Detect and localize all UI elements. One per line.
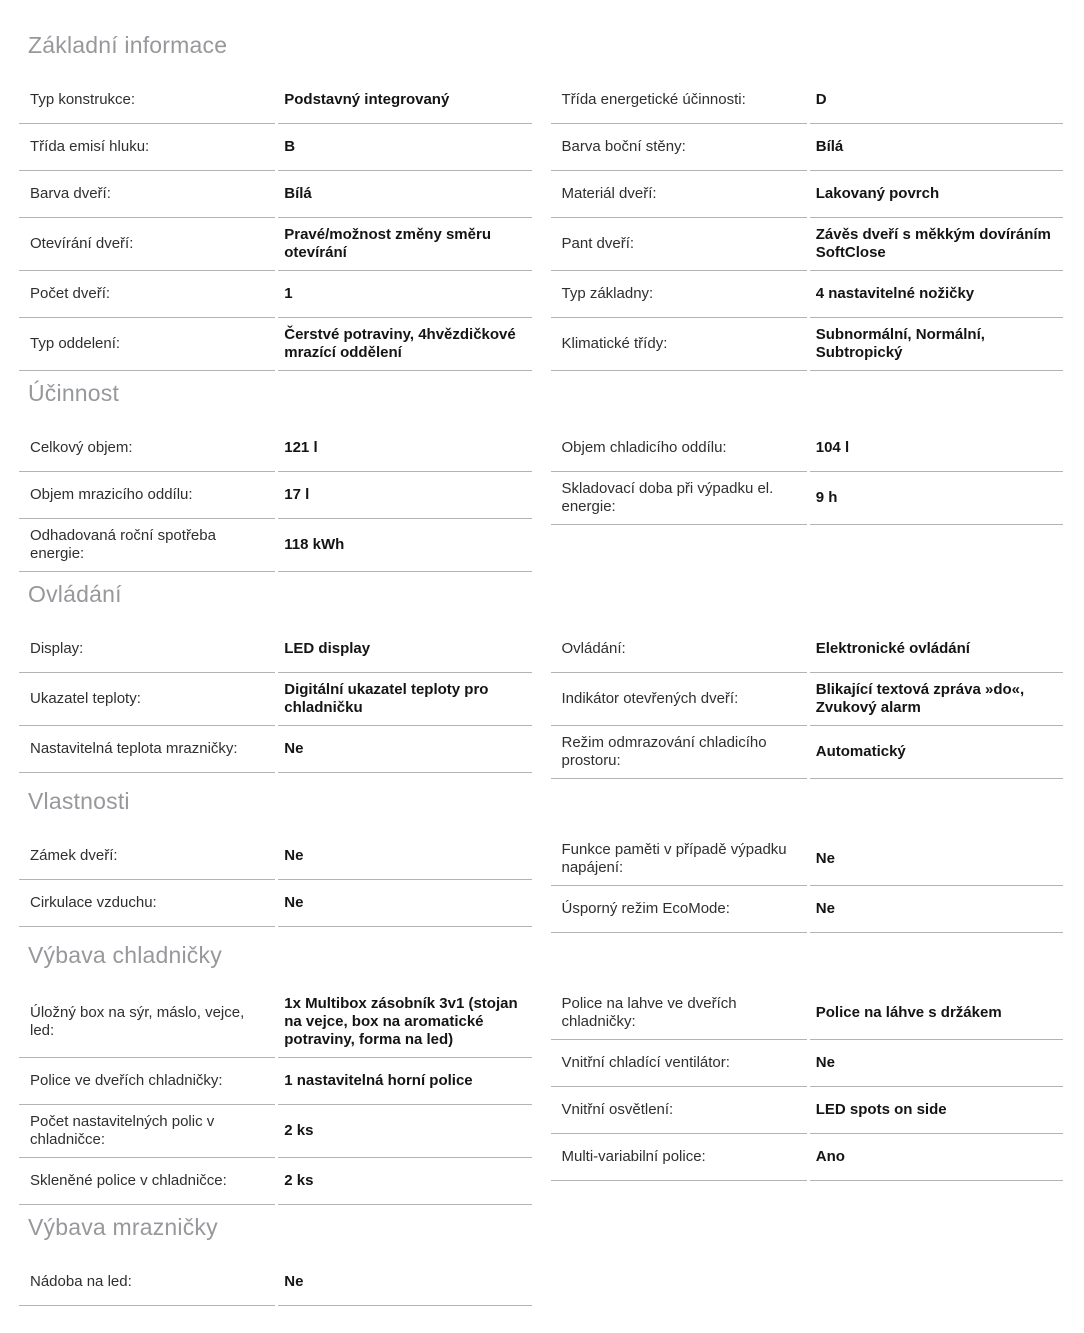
section-columns: [19, 77, 1063, 371]
spec-row: [19, 1105, 532, 1158]
spec-label: Počet dveří:: [19, 271, 275, 318]
spec-row: [551, 171, 1064, 218]
spec-value: Lakovaný povrch: [810, 171, 1063, 218]
section-columns: [19, 425, 1063, 572]
spec-column-left: [19, 1259, 532, 1306]
spec-row: [551, 472, 1064, 525]
spec-row: [551, 987, 1064, 1040]
spec-row: [19, 124, 532, 171]
spec-value: Ne: [278, 880, 531, 927]
spec-value: Čerstvé potraviny, 4hvězdičkové mrazící oddělení: [278, 318, 531, 371]
section-basic-info: [19, 33, 1063, 371]
spec-row: [551, 425, 1064, 472]
spec-label: Počet nastavitelných polic v chladničce:: [19, 1105, 275, 1158]
section-columns: [19, 1259, 1063, 1306]
spec-row: [551, 673, 1064, 726]
spec-label: Display:: [19, 626, 275, 673]
spec-column-right: [551, 626, 1064, 779]
spec-value: 17 l: [278, 472, 531, 519]
spec-value: D: [810, 77, 1063, 124]
spec-value: 118 kWh: [278, 519, 531, 572]
spec-row: [19, 987, 532, 1058]
spec-label: Úsporný režim EcoMode:: [551, 886, 807, 933]
spec-value: 9 h: [810, 472, 1063, 525]
spec-row: [19, 1259, 532, 1306]
section-title: Účinnost: [28, 380, 120, 406]
section-columns: [19, 626, 1063, 779]
spec-row: [551, 833, 1064, 886]
spec-row: [19, 171, 532, 218]
spec-value: Pravé/možnost změny směru otevírání: [278, 218, 531, 271]
spec-value: Bílá: [278, 171, 531, 218]
spec-row: [551, 318, 1064, 371]
spec-row: [551, 726, 1064, 779]
spec-value: Elektronické ovládání: [810, 626, 1063, 673]
section-title: Vlastnosti: [28, 788, 130, 814]
spec-value: Bílá: [810, 124, 1063, 171]
spec-value: Ne: [278, 1259, 531, 1306]
spec-row: [19, 1058, 532, 1105]
spec-value: 4 nastavitelné nožičky: [810, 271, 1063, 318]
spec-value: 121 l: [278, 425, 531, 472]
spec-label: Indikátor otevřených dveří:: [551, 673, 807, 726]
spec-value: Subnormální, Normální, Subtropický: [810, 318, 1063, 371]
section-title: Základní informace: [28, 32, 228, 58]
spec-value: 1: [278, 271, 531, 318]
spec-row: [551, 124, 1064, 171]
spec-row: [19, 318, 532, 371]
spec-column-right: [551, 833, 1064, 933]
spec-row: [19, 673, 532, 726]
spec-row: [19, 833, 532, 880]
spec-label: Police na lahve ve dveřích chladničky:: [551, 987, 807, 1040]
section-features: [19, 789, 1063, 933]
spec-row: [551, 271, 1064, 318]
spec-label: Režim odmrazování chladicího prostoru:: [551, 726, 807, 779]
spec-value: Police na láhve s držákem: [810, 987, 1063, 1040]
spec-row: [19, 1158, 532, 1205]
spec-label: Cirkulace vzduchu:: [19, 880, 275, 927]
spec-value: Ne: [278, 726, 531, 773]
spec-row: [19, 77, 532, 124]
spec-label: Typ oddelení:: [19, 318, 275, 371]
spec-label: Celkový objem:: [19, 425, 275, 472]
section-title: Výbava chladničky: [28, 942, 222, 968]
spec-column-left: [19, 425, 532, 572]
spec-label: Ukazatel teploty:: [19, 673, 275, 726]
spec-value: Ne: [278, 833, 531, 880]
spec-value: Ano: [810, 1134, 1063, 1181]
spec-label: Nastavitelná teplota mrazničky:: [19, 726, 275, 773]
spec-label: Třída emisí hluku:: [19, 124, 275, 171]
spec-row: [19, 626, 532, 673]
spec-value: Ne: [810, 886, 1063, 933]
spec-row: [19, 425, 532, 472]
spec-label: Klimatické třídy:: [551, 318, 807, 371]
spec-row: [19, 472, 532, 519]
section-freezer-equipment: [19, 1215, 1063, 1306]
spec-value: Ne: [810, 833, 1063, 886]
spec-label: Vnitřní osvětlení:: [551, 1087, 807, 1134]
spec-label: Úložný box na sýr, máslo, vejce, led:: [19, 987, 275, 1058]
spec-label: Vnitřní chladící ventilátor:: [551, 1040, 807, 1087]
spec-row: [19, 726, 532, 773]
spec-value: Podstavný integrovaný: [278, 77, 531, 124]
spec-label: Skladovací doba při výpadku el. energie:: [551, 472, 807, 525]
spec-value: 104 l: [810, 425, 1063, 472]
spec-column-left: [19, 626, 532, 773]
spec-row: [19, 880, 532, 927]
spec-row: [551, 77, 1064, 124]
spec-row: [551, 886, 1064, 933]
spec-row: [19, 271, 532, 318]
spec-row: [551, 626, 1064, 673]
section-title: Ovládání: [28, 581, 122, 607]
spec-value: Digitální ukazatel teploty pro chladničku: [278, 673, 531, 726]
spec-row: [551, 1040, 1064, 1087]
spec-label: Zámek dveří:: [19, 833, 275, 880]
spec-value: LED spots on side: [810, 1087, 1063, 1134]
spec-value: Blikající textová zpráva »do«, Zvukový alarm: [810, 673, 1063, 726]
spec-label: Objem mrazicího oddílu:: [19, 472, 275, 519]
spec-value: Závěs dveří s měkkým dovíráním SoftClose: [810, 218, 1063, 271]
spec-label: Barva boční stěny:: [551, 124, 807, 171]
spec-label: Třída energetické účinnosti:: [551, 77, 807, 124]
spec-value: Automatický: [810, 726, 1063, 779]
spec-value: B: [278, 124, 531, 171]
spec-value: 2 ks: [278, 1105, 531, 1158]
spec-label: Multi-variabilní police:: [551, 1134, 807, 1181]
spec-row: [551, 1087, 1064, 1134]
spec-column-left: [19, 833, 532, 927]
spec-label: Funkce paměti v případě výpadku napájení:: [551, 833, 807, 886]
spec-label: Skleněné police v chladničce:: [19, 1158, 275, 1205]
section-efficiency: [19, 381, 1063, 572]
spec-label: Typ konstrukce:: [19, 77, 275, 124]
spec-row: [19, 218, 532, 271]
section-columns: [19, 987, 1063, 1205]
spec-label: Nádoba na led:: [19, 1259, 275, 1306]
spec-column-right: [551, 987, 1064, 1181]
spec-column-left: [19, 987, 532, 1205]
spec-column-left: [19, 77, 532, 371]
spec-label: Typ základny:: [551, 271, 807, 318]
section-controls: [19, 582, 1063, 779]
spec-label: Odhadovaná roční spotřeba energie:: [19, 519, 275, 572]
spec-value: 2 ks: [278, 1158, 531, 1205]
spec-label: Objem chladicího oddílu:: [551, 425, 807, 472]
spec-row: [551, 218, 1064, 271]
spec-column-right: [551, 425, 1064, 525]
section-columns: [19, 833, 1063, 933]
spec-row: [19, 519, 532, 572]
spec-value: LED display: [278, 626, 531, 673]
spec-row: [551, 1134, 1064, 1181]
spec-label: Pant dveří:: [551, 218, 807, 271]
spec-column-right: [551, 77, 1064, 371]
spec-value: 1 nastavitelná horní police: [278, 1058, 531, 1105]
spec-label: Otevírání dveří:: [19, 218, 275, 271]
spec-value: 1x Multibox zásobník 3v1 (stojan na vejce, box na aromatické potraviny, forma na led): [278, 987, 531, 1058]
section-fridge-equipment: [19, 943, 1063, 1205]
spec-label: Materiál dveří:: [551, 171, 807, 218]
spec-value: Ne: [810, 1040, 1063, 1087]
spec-label: Ovládání:: [551, 626, 807, 673]
spec-label: Barva dveří:: [19, 171, 275, 218]
section-title: Výbava mrazničky: [28, 1214, 218, 1240]
spec-label: Police ve dveřích chladničky:: [19, 1058, 275, 1105]
